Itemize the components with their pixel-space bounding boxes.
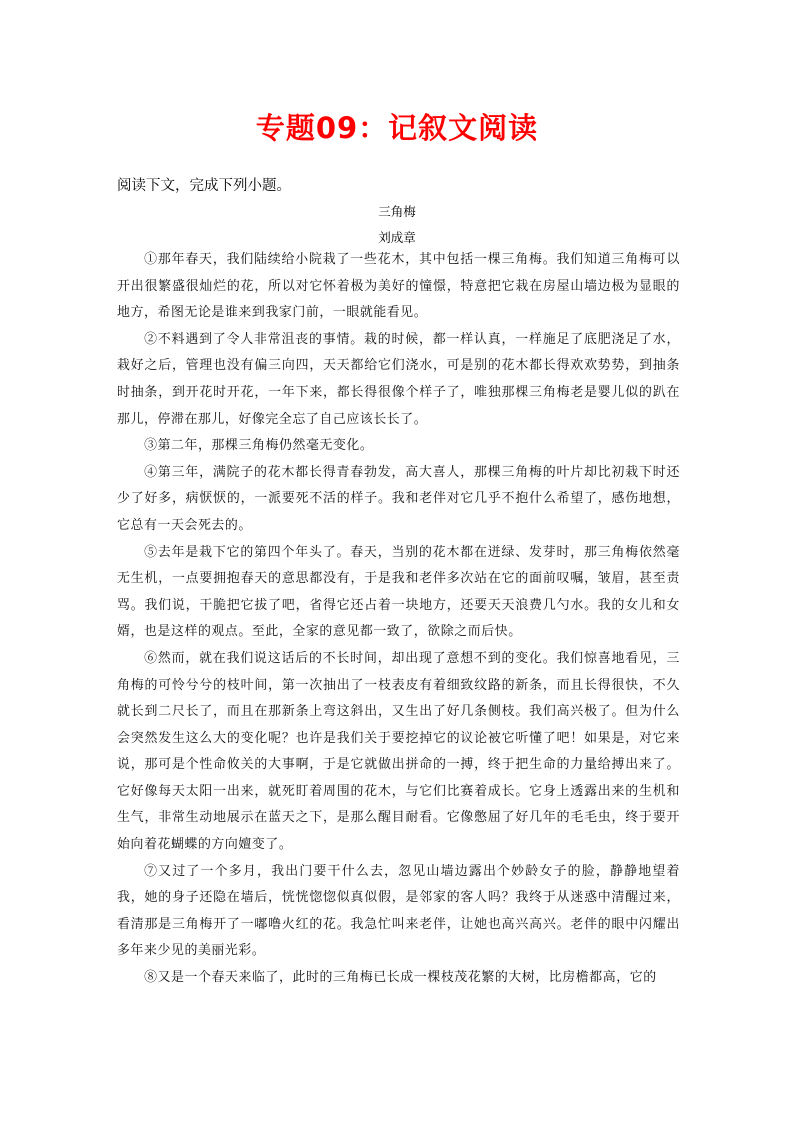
paragraph: ①那年春天，我们陆续给小院栽了一些花木，其中包括一棵三角梅。我们知道三角梅可以开出很繁盛很灿烂的花，所以对它怀着极为美好的憧憬，特意把它栽在房屋山墙边极为显眼的地方，希图无论是谁来到我家门前，一眼就能看见。 <box>117 252 680 321</box>
paragraph: ⑧又是一个春天来临了，此时的三角梅已长成一棵枝茂花繁的大树，比房檐都高，它的 <box>144 970 657 986</box>
page-title: 专题09：记叙文阅读 <box>255 111 539 145</box>
article-author: 刘成章 <box>378 230 416 245</box>
paragraph: ③第二年，那棵三角梅仍然毫无变化。 <box>144 438 374 454</box>
paragraph: ⑤去年是栽下它的第四个年头了。春天，当别的花木都在迸绿、发芽时，那三角梅依然毫无生机，一点要拥抱春天的意思都没有，于是我和老伴多次站在它的面前叹嘱，皱眉，甚至责骂。我们说，干脆把它拔了吧，省得它还占着一块地方，还要天天浪费几勺水。我的女儿和女婿，也是这样的观点。至此，全家的意见都一致了，欲除之而后快。 <box>117 544 680 640</box>
paragraph: ②不料遇到了令人非常沮丧的事情。栽的时候，都一样认真，一样施足了底肥浇足了水，栽好之后，管理也没有偏三向四，天天都给它们浇水，可是别的花木都长得欢欢势势，到抽条时抽条，到开花时开花，一年下来，都长得很像个样子了，唯独那棵三角梅老是婴儿似的趴在那儿，停滞在那儿，好像完全忘了自己应该长长了。 <box>117 331 680 427</box>
article-body <box>117 247 680 992</box>
article-title: 三角梅 <box>378 204 416 219</box>
paragraph: ④第三年，满院子的花木都长得青春勃发，高大喜人，那棵三角梅的叶片却比初栽下时还少了好多，病恹恹的，一派要死不活的样子。我和老伴对它几乎不抱什么希望了，感伤地想，它总有一天会死去的。 <box>117 464 680 533</box>
paragraph: ⑦又过了一个多月，我出门要干什么去，忽见山墙边露出个妙龄女子的脸，静静地望着我，她的身子还隐在墙后，恍恍惚惚似真似假，是邻家的客人吗？我终于从迷惑中清醒过来，看清那是三角梅开了一嘟噜火红的花。我急忙叫来老伴，让她也高兴高兴。老伴的眼中闪耀出多年来少见的美丽光彩。 <box>117 863 680 959</box>
instruction-text: 阅读下文，完成下列小题。 <box>117 178 291 194</box>
paragraph: ⑥然而，就在我们说这话后的不长时间，却出现了意想不到的变化。我们惊喜地看见，三角梅的可怜兮兮的枝叶间，第一次抽出了一枝表皮有着细致纹路的新条，而且长得很快，不久就长到二尺长了，而且在那新条上弯这斜出，又生出了好几条侧枝。我们高兴极了。但为什么会突然发生这么大的变化呢？也许是我们关于要挖掉它的议论被它听懂了吧！如果是，对它来说，那可是个性命攸关的大事啊，于是它就做出拼命的一搏，终于把生命的力量给搏出来了。它好像每天太阳一出来，就死盯着周围的花木，与它们比赛着成长。它身上透露出来的生机和生气，非常生动地展示在蓝天之下，是那么醒目耐看。它像憋屈了好几年的毛毛虫，终于要开始向着花蝴蝶的方向嬗变了。 <box>117 650 680 853</box>
